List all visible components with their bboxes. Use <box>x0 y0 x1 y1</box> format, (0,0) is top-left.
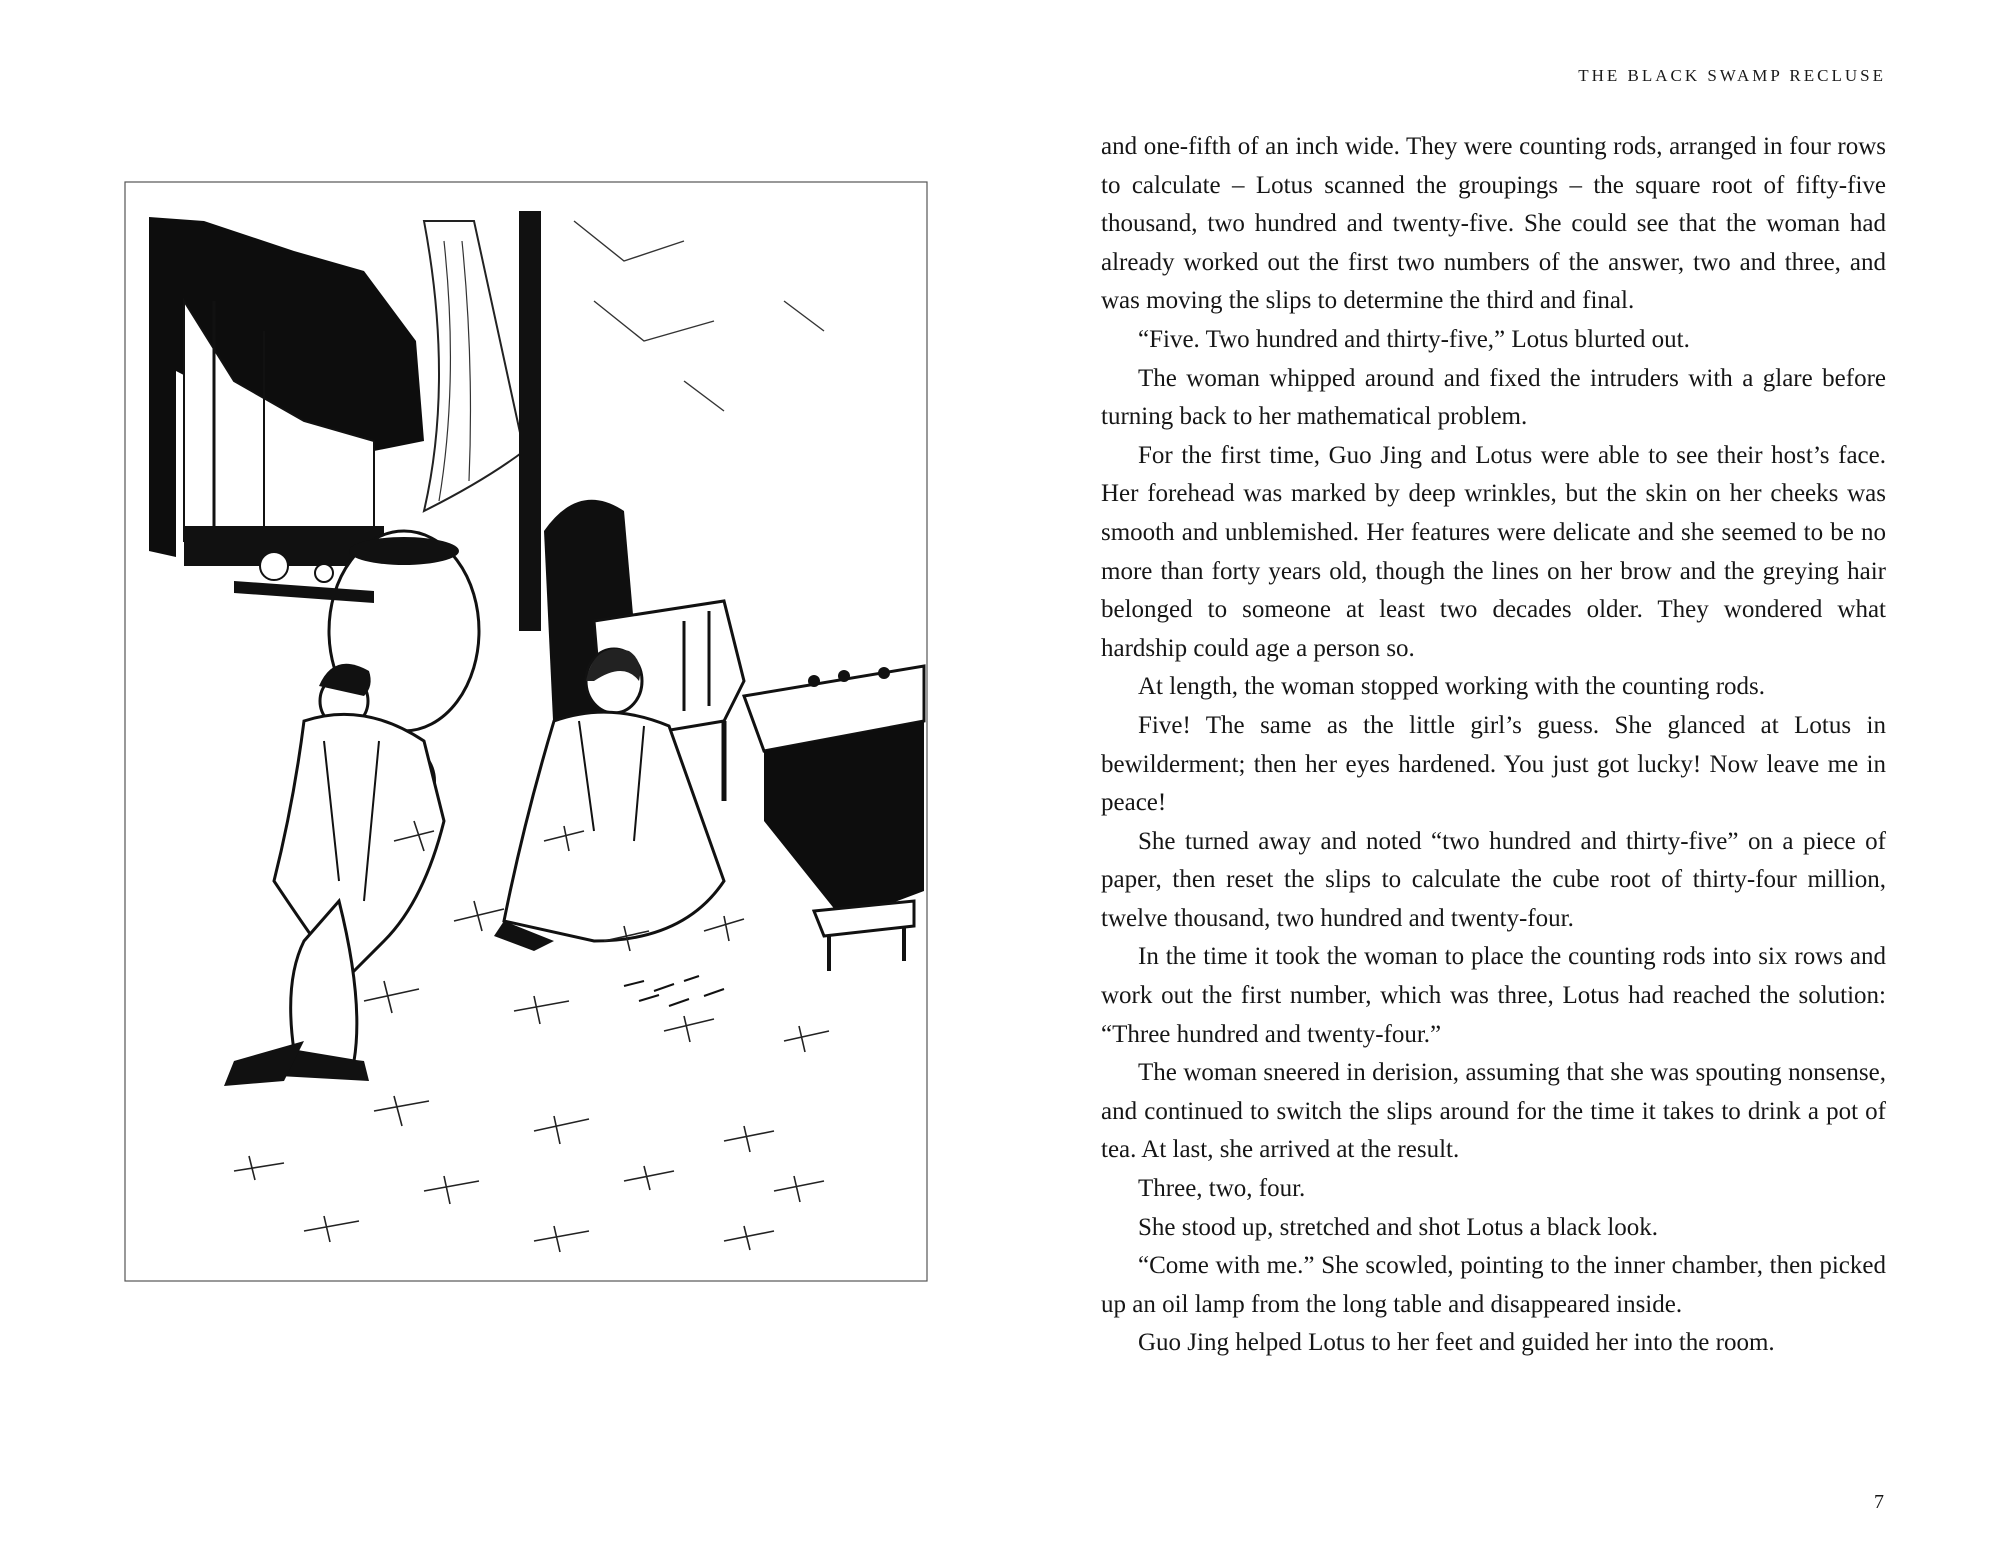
body-text <box>1101 128 1886 1363</box>
paragraph: She turned away and noted “two hundred and thirty-five” on a piece of paper, then reset the slips to calculate the cube root of thirty-four million, twelve thousand, two hundred and twenty-four. <box>1101 827 1886 932</box>
paragraph: At length, the woman stopped working with the counting rods. <box>1138 673 1766 701</box>
paragraph: Five! The same as the little girl’s guess. She glanced at Lotus in bewilderment; then her eyes hardened. You just got lucky! Now leave me in peace! <box>1101 711 1886 817</box>
paragraph: For the first time, Guo Jing and Lotus were able to see their host’s face. Her forehead was marked by deep wrinkles, but the skin on her cheeks was smooth and unblemished. Her features were delicate and she seemed to be no more than forty years old, though the lines on her brow and the greying hair belonged to someone at least two decades older. They wondered what hardship could age a person so. <box>1101 441 1886 662</box>
illustration <box>124 181 928 1282</box>
running-head: THE BLACK SWAMP RECLUSE <box>1578 66 1886 85</box>
paragraph: She stood up, stretched and shot Lotus a black look. <box>1138 1213 1659 1241</box>
paragraph: Three, two, four. <box>1138 1175 1306 1203</box>
paragraph: The woman sneered in derision, assuming that she was spouting nonsense, and continued to switch the slips around for the time it takes to drink a pot of tea. At last, she arrived at the result. <box>1101 1059 1886 1164</box>
right-page <box>1000 0 2000 1559</box>
paragraph: “Come with me.” She scowled, pointing to the inner chamber, then picked up an oil lamp from the long table and disappeared inside. <box>1101 1252 1886 1318</box>
paragraph: Guo Jing helped Lotus to her feet and guided her into the room. <box>1138 1329 1775 1357</box>
page-number: 7 <box>1874 1491 1884 1513</box>
paragraph: In the time it took the woman to place the counting rods into six rows and work out the first number, which was three, Lotus had reached the solution: “Three hundred and twenty-four.” <box>1101 943 1886 1048</box>
paragraph: and one-fifth of an inch wide. They were counting rods, arranged in four rows to calculate – Lotus scanned the groupings – the square root of fifty-five thousand, two hundred and twenty-five. She could see that the woman had already worked out the first two numbers of the answer, two and three, and was moving the slips to determine the third and final. <box>1101 133 1886 315</box>
paragraph: “Five. Two hundred and thirty-five,” Lotus blurted out. <box>1138 325 1690 353</box>
counting-rods <box>624 976 724 1006</box>
paragraph: The woman whipped around and fixed the intruders with a glare before turning back to her mathematical problem. <box>1101 364 1886 431</box>
